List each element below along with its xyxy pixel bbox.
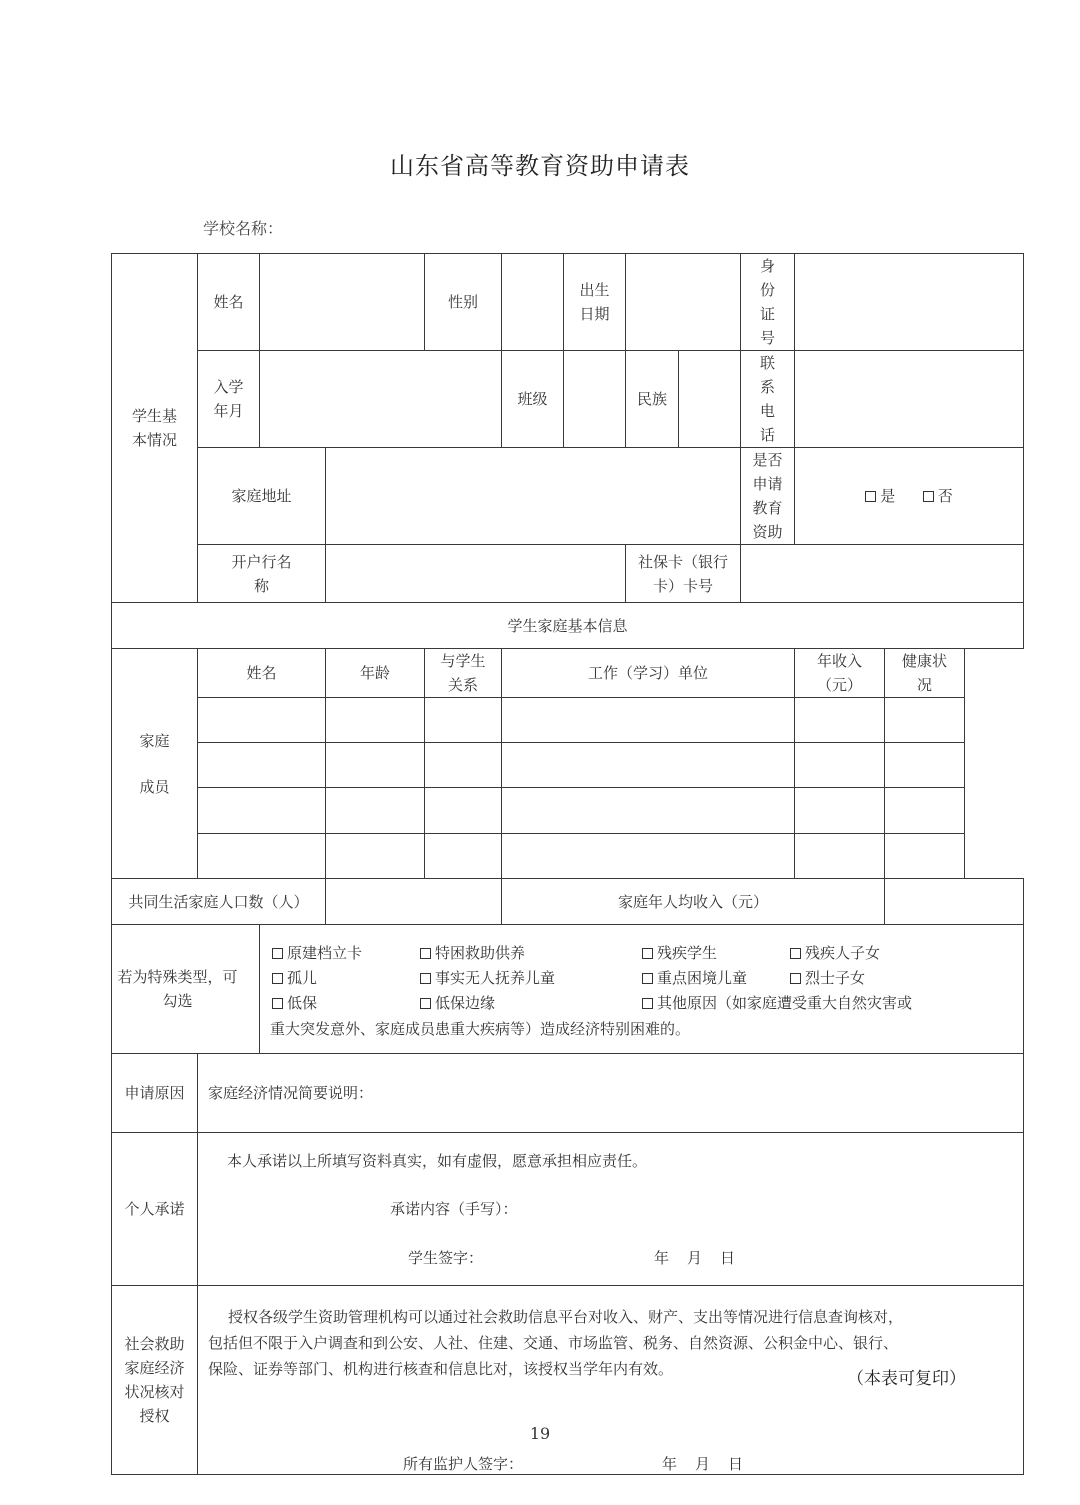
special-option[interactable]: 孤儿 [272, 967, 317, 989]
page-title: 山东省高等教育资助申请表 [390, 152, 690, 180]
student-signature-label: 学生签字： [408, 1249, 484, 1267]
member-age-cell[interactable] [326, 743, 425, 788]
special-option-other[interactable]: 其他原因（如家庭遭受重大自然灾害或 [642, 992, 912, 1014]
member-name-header: 姓名 [198, 649, 326, 698]
phone-field[interactable] [795, 351, 1024, 448]
special-type-options [260, 925, 1024, 1054]
class-label: 班级 [502, 351, 564, 448]
member-health-cell[interactable] [885, 743, 965, 788]
name-field[interactable] [260, 254, 425, 351]
phone-label: 联系电话 [741, 351, 795, 448]
ethnicity-field[interactable] [679, 351, 741, 448]
reason-prompt: 家庭经济情况简要说明： [208, 1084, 374, 1102]
special-option[interactable]: 低保 [272, 992, 317, 1014]
guardian-signature-label: 所有监护人签字： [403, 1455, 524, 1473]
id-number-field[interactable] [795, 254, 1024, 351]
member-health-cell[interactable] [885, 698, 965, 743]
member-income-header: 年收入（元） [795, 649, 885, 698]
member-income-cell[interactable] [795, 743, 885, 788]
checkbox-icon[interactable] [790, 948, 801, 959]
special-option-other-cont: 重大突发意外、家庭成员患重大疾病等）造成经济特别困难的。 [270, 1020, 691, 1038]
page-number: 19 [529, 1424, 551, 1443]
member-relation-header: 与学生关系 [425, 649, 502, 698]
card-number-field[interactable] [741, 545, 1024, 603]
member-age-cell[interactable] [326, 788, 425, 834]
family-section-title: 学生家庭基本信息 [112, 603, 1024, 649]
special-option[interactable]: 重点困境儿童 [642, 967, 747, 989]
household-count-label: 共同生活家庭人口数（人） [112, 879, 326, 925]
member-relation-cell[interactable] [425, 834, 502, 879]
card-number-label: 社保卡（银行卡）卡号 [626, 545, 741, 603]
basic-info-section-label: 学生基本情况 [112, 254, 198, 603]
checkbox-icon[interactable] [420, 948, 431, 959]
copy-note: （本表可复印） [847, 1369, 966, 1389]
member-work-header: 工作（学习）单位 [502, 649, 795, 698]
checkbox-icon[interactable] [272, 998, 283, 1009]
avg-income-field[interactable] [885, 879, 1024, 925]
enrollment-field[interactable] [260, 351, 502, 448]
address-field[interactable] [326, 448, 741, 545]
bank-name-field[interactable] [326, 545, 626, 603]
member-health-cell[interactable] [885, 834, 965, 879]
member-relation-cell[interactable] [425, 788, 502, 834]
checkbox-icon[interactable] [420, 998, 431, 1009]
member-age-cell[interactable] [326, 834, 425, 879]
class-field[interactable] [564, 351, 626, 448]
member-health-header: 健康状况 [885, 649, 965, 698]
checkbox-icon[interactable] [790, 973, 801, 984]
authorization-label: 社会救助家庭经济状况核对授权 [112, 1286, 198, 1475]
member-work-cell[interactable] [502, 698, 795, 743]
member-relation-cell[interactable] [425, 698, 502, 743]
household-count-field[interactable] [326, 879, 502, 925]
no-checkbox-icon[interactable] [923, 491, 934, 502]
avg-income-label: 家庭年人均收入（元） [502, 879, 885, 925]
pledge-content-label: 承诺内容（手写）： [390, 1200, 518, 1218]
special-option[interactable]: 特困救助供养 [420, 942, 525, 964]
member-income-cell[interactable] [795, 788, 885, 834]
apply-no-option[interactable]: 否 [923, 487, 953, 505]
member-age-cell[interactable] [326, 698, 425, 743]
pledge-text: 本人承诺以上所填写资料真实，如有虚假，愿意承担相应责任。 [227, 1152, 648, 1170]
checkbox-icon[interactable] [642, 948, 653, 959]
birth-date-label: 出生日期 [564, 254, 626, 351]
birth-date-field[interactable] [626, 254, 741, 351]
id-number-label: 身份证号 [741, 254, 795, 351]
enrollment-label: 入学年月 [198, 351, 260, 448]
special-option[interactable]: 残疾人子女 [790, 942, 880, 964]
pledge-date: 年 月 日 [654, 1249, 736, 1267]
member-name-cell[interactable] [198, 698, 326, 743]
member-income-cell[interactable] [795, 834, 885, 879]
checkbox-icon[interactable] [420, 973, 431, 984]
member-income-cell[interactable] [795, 698, 885, 743]
member-relation-cell[interactable] [425, 743, 502, 788]
ethnicity-label: 民族 [626, 351, 679, 448]
member-name-cell[interactable] [198, 834, 326, 879]
family-members-label: 家庭 成员 [112, 649, 198, 879]
member-work-cell[interactable] [502, 743, 795, 788]
authorization-line-3: 保险、证券等部门、机构进行核查和信息比对，该授权当学年内有效。 [208, 1360, 674, 1378]
authorization-line-2: 包括但不限于入户调查和到公安、人社、住建、交通、市场监管、税务、自然资源、公积金中心、银行、 [208, 1334, 899, 1352]
checkbox-icon[interactable] [272, 973, 283, 984]
apply-yes-option[interactable]: 是 [865, 487, 895, 505]
authorization-date: 年 月 日 [662, 1455, 744, 1473]
reason-label: 申请原因 [112, 1054, 198, 1133]
special-option[interactable]: 残疾学生 [642, 942, 717, 964]
authorization-line-1: 授权各级学生资助管理机构可以通过社会救助信息平台对收入、财产、支出等情况进行信息查询核对， [228, 1308, 904, 1326]
special-option[interactable]: 原建档立卡 [272, 942, 362, 964]
table-row [112, 743, 1024, 788]
member-work-cell[interactable] [502, 834, 795, 879]
table-row [112, 834, 1024, 879]
checkbox-icon[interactable] [272, 948, 283, 959]
reason-field[interactable] [198, 1054, 1024, 1133]
school-name-label: 学校名称： [203, 219, 284, 238]
special-option[interactable]: 事实无人抚养儿童 [420, 967, 555, 989]
bank-name-label: 开户行名称 [198, 545, 326, 603]
table-row [112, 698, 1024, 743]
pledge-label: 个人承诺 [112, 1133, 198, 1286]
checkbox-icon[interactable] [642, 998, 653, 1009]
gender-field[interactable] [502, 254, 564, 351]
special-type-label: 若为特殊类型，可勾选 [112, 925, 260, 1054]
member-age-header: 年龄 [326, 649, 425, 698]
pledge-area [198, 1133, 1024, 1286]
gender-label: 性别 [425, 254, 502, 351]
table-row [112, 788, 1024, 834]
address-label: 家庭地址 [198, 448, 326, 545]
special-option[interactable]: 低保边缘 [420, 992, 495, 1014]
member-name-cell[interactable] [198, 788, 326, 834]
name-label: 姓名 [198, 254, 260, 351]
yes-checkbox-icon[interactable] [865, 491, 876, 502]
apply-aid-options [795, 448, 1024, 545]
member-name-cell[interactable] [198, 743, 326, 788]
application-form-table [111, 253, 1024, 1475]
member-health-cell[interactable] [885, 788, 965, 834]
member-work-cell[interactable] [502, 788, 795, 834]
special-option[interactable]: 烈士子女 [790, 967, 865, 989]
checkbox-icon[interactable] [642, 973, 653, 984]
apply-aid-question: 是否申请教育资助 [741, 448, 795, 545]
